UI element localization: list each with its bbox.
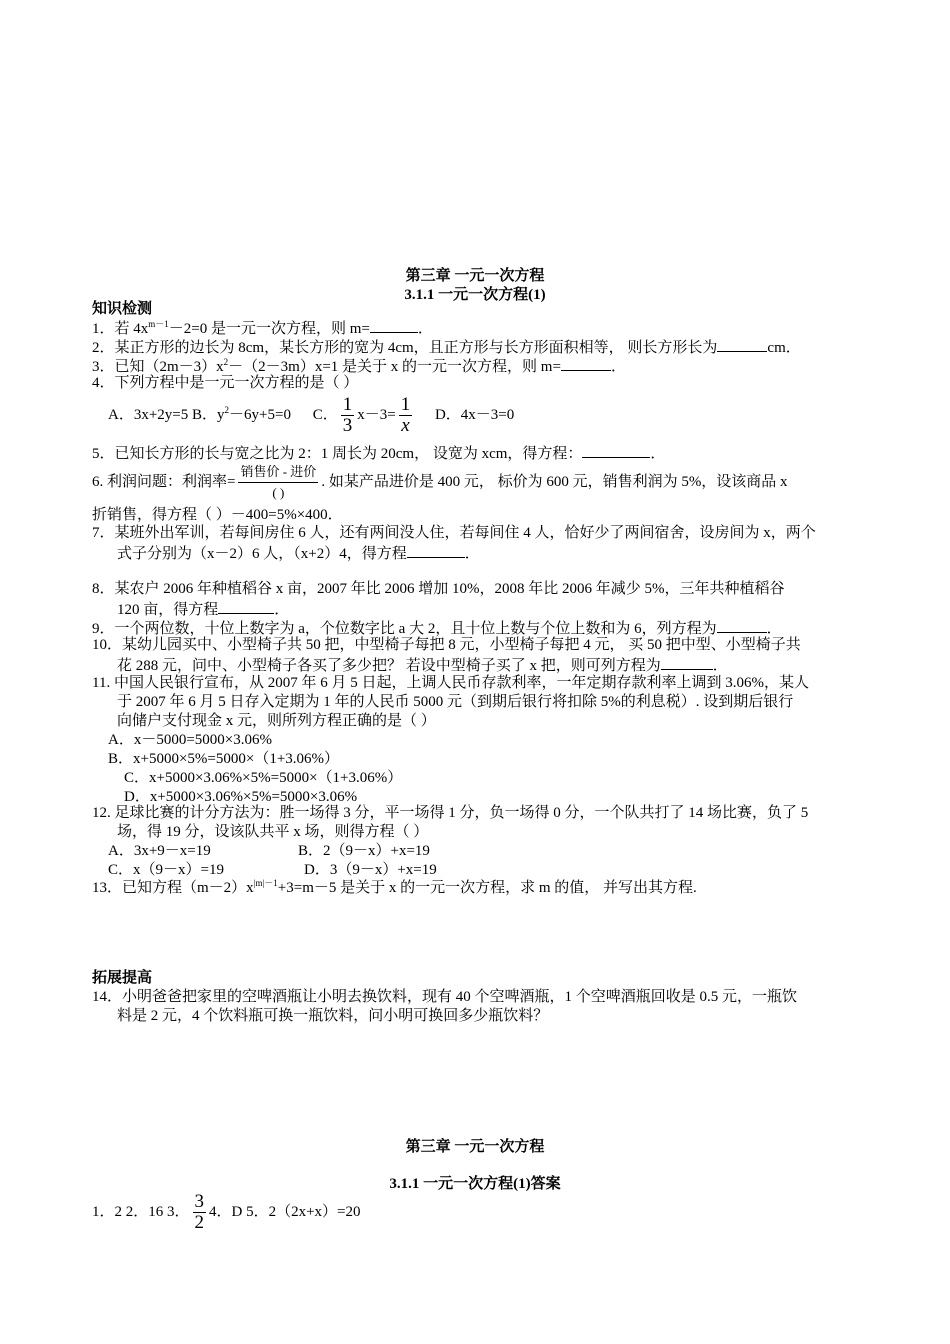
answer-blank — [717, 618, 767, 633]
question-5: 5．已知长方形的长与宽之比为 2：1 周长为 20cm， 设宽为 xcm，得方程： ． — [92, 443, 862, 464]
section-heading-extension: 拓展提高 — [92, 970, 153, 986]
answers-section-title: 3.1.1 一元一次方程(1)答案 — [389, 1176, 561, 1192]
option-d: D．3（9－x）+x=19 — [304, 862, 437, 878]
answers-chapter-title: 第三章 一元一次方程 — [405, 1139, 545, 1155]
question-4: 4．下列方程中是一元一次方程的是（ ） — [92, 375, 359, 391]
question-11: 11. 中国人民银行宣布，从 2007 年 6 月 5 日起，上调人民币存款利率，一年定期存款利率上调到 3.06%，某人 于 2007 年 6 月 5 日存入定期为 1 年的人民币 5000 元（到期后银行将扣除 5%的利息税）. 设到期后银行 向储户支付现金 x 元，则所列方程正确的是（ ） A．x－5000=5000×3.06% B．x+5000×5%=5000×（1+3.06%） C．x+5000×3.06%×5%=5000×（1+3.06%） D．x+5000×3.06%×5%=5000×3.06% — [92, 674, 862, 807]
question-6: 6. 利润问题：利润率= $\frac{\text{销售价 - 进价}}{( )}$ . 如某产品进价是 400 元， 标价为 600 元，销售利润为 5%，设该商品 x — [92, 464, 788, 500]
question-6-line2: 折销售，得方程（ ）－400=5%×400． — [92, 507, 343, 523]
answer-blank — [370, 318, 418, 333]
question-4-options — [108, 395, 878, 436]
question-12: 12. 足球比赛的计分方法为：胜一场得 3 分，平一场得 1 分，负一场得 0 分，一个队共打了 14 场比赛，负了 5 场，得 19 分，设该队共平 x 场，则得方程（ ） A．3x+9－x=19 B．2（9－x）+x=19 C．x（9－x）=19 D．3（9－x）+x=19 — [92, 805, 809, 878]
section-heading-knowledge: 知识检测 — [92, 301, 153, 317]
question-10: 10．某幼儿园买中、小型椅子共 50 把，中型椅子每把 8 元，小型椅子每把 4 元， 买 50 把中型、小型椅子共 花 288 元，问中、小型椅子各买了多少把？ 若设中型椅子买了 x 把，则可列方程为 ． — [92, 637, 801, 674]
option-c: C．x（9－x）=19 — [108, 862, 224, 878]
option-a: A．3x+2y=5 — [108, 406, 189, 423]
option-d: D．x+5000×3.06%×5%=5000×3.06% — [124, 789, 358, 805]
section-title: 3.1.1 一元一次方程(1) — [404, 287, 546, 303]
answer-blank — [561, 356, 611, 371]
answer-blank — [218, 599, 274, 614]
option-c: C．x+5000×3.06%×5%=5000×（1+3.06%） — [124, 770, 403, 786]
option-d: D．4x－3=0 — [434, 406, 515, 423]
answer-blank — [582, 443, 650, 458]
option-b: B．2（9－x）+x=19 — [298, 843, 430, 859]
option-b: B．x+5000×5%=5000×（1+3.06%） — [108, 751, 340, 767]
answers-line: 1．2 2．16 3． $\frac{3}{2}$ 4．D 5．2（2x+x）=20 — [92, 1191, 361, 1233]
option-a: A．x－5000=5000×3.06% — [108, 732, 272, 748]
question-14: 14．小明爸爸把家里的空啤酒瓶让小明去换饮料，现有 40 个空啤酒瓶，1 个空啤酒瓶回收是 0.5 元，一瓶饮 料是 2 元，4 个饮料瓶可换一瓶饮料，问小明可换回多少瓶饮料？ — [92, 989, 798, 1024]
answer-blank — [717, 337, 767, 352]
question-2: 2．某正方形的边长为 8cm，某长方形的宽为 4cm，且正方形与长方形面积相等， 则长方形长为 cm． — [92, 337, 862, 358]
option-a: A．3x+9－x=19 — [108, 843, 211, 859]
option-c: C． $\frac{1}{3}$ x－3= $\frac{1}{x}$ — [312, 394, 411, 436]
question-3: 3．已知$(2m-3)x^2-(2-3m)x=1$ 是关于 x 的一元一次方程，则 m= ． — [92, 357, 626, 375]
option-b: B．$y^2-6y+5=0$ — [192, 404, 291, 423]
chapter-title: 第三章 一元一次方程 — [405, 268, 545, 284]
answer-blank — [661, 655, 713, 670]
answer-blank — [407, 543, 465, 558]
question-1: 1．若 $4x^{m-1}-2=0$ 是一元一次方程，则 m= ． — [92, 319, 433, 337]
question-13: 13．已知方程$(m-2)x^{|m|-1}+3=m-5$ 是关于 x 的一元一次方程，求 m 的值， 并写出其方程. — [92, 878, 697, 896]
question-8: 8．某农户 2006 年种植稻谷 x 亩，2007 年比 2006 增加 10%，2008 年比 2006 年减少 5%，三年共种植稻谷 120 亩，得方程 ． — [92, 581, 785, 618]
question-9: 9．一个两位数，十位上数字为 a，个位数字比 a 大 2，且十位上数与个位上数和为 6，列方程为 ． — [92, 618, 862, 639]
question-7: 7．某班外出军训，若每间房住 6 人，还有两间没人住，若每间住 4 人，恰好少了两间宿舍，设房间为 x，两个 式子分别为（x－2）6 人，（x+2）4，得方程 ． — [92, 525, 816, 562]
